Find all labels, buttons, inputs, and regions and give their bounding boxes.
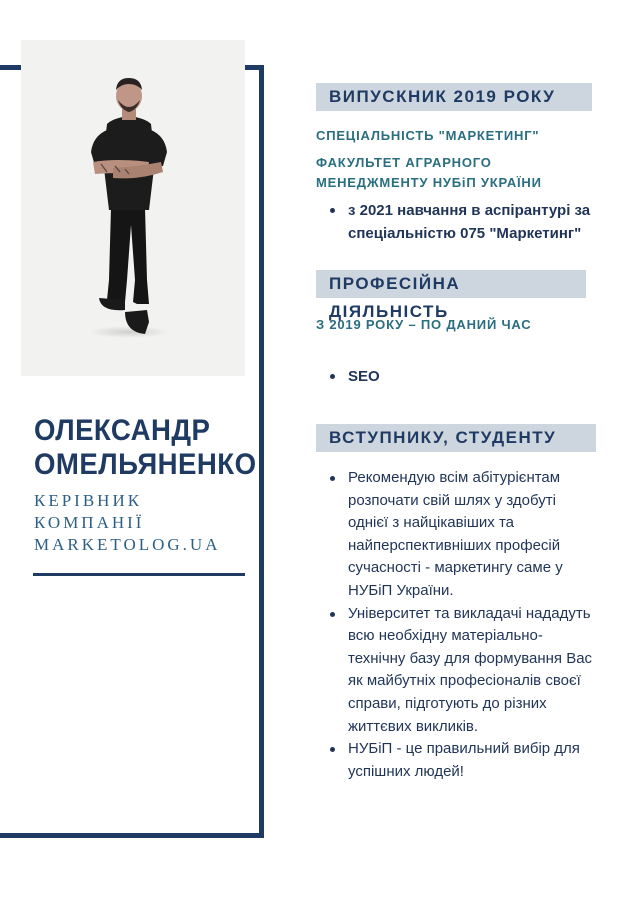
list-item: з 2021 навчання в аспірантурі за спеціальністю 075 "Маркетинг"	[326, 199, 601, 245]
applicants-heading: ВСТУПНИКУ, СТУДЕНТУ	[316, 424, 596, 452]
list-item: НУБіП - це правильний вибір для успішних людей!	[326, 738, 594, 783]
faculty-line-1: ФАКУЛЬТЕТ АГРАРНОГО	[316, 155, 492, 170]
graduate-specialty: СПЕЦІАЛЬНІСТЬ "МАРКЕТИНГ"	[316, 128, 540, 143]
faculty-line-2: МЕНЕДЖМЕНТУ НУБіП УКРАЇНИ	[316, 175, 542, 190]
list-item: Університет та викладачі нададуть всю необхідну матеріально-технічну базу для формування Вас як майбутніх професіоналів своєї справи, підготують до різних життєвих викликів.	[326, 603, 594, 739]
graduate-heading: ВИПУСКНИК 2019 РОКУ	[316, 83, 592, 111]
applicants-list	[326, 467, 594, 783]
profile-photo	[21, 40, 245, 376]
graduate-list	[326, 199, 601, 245]
professional-heading: ПРОФЕСІЙНА ДІЯЛЬНІСТЬ	[316, 270, 586, 298]
name-last: ОМЕЛЬЯНЕНКО	[34, 448, 257, 481]
role-line-1: КЕРІВНИК	[34, 491, 143, 510]
person-name	[34, 414, 257, 482]
list-item: Рекомендую всім абітурієнтам розпочати свій шлях у здобуті однієї з найцікавіших та найперспективніших професій сучасності - маркетингу саме у НУБіП України.	[326, 467, 594, 603]
professional-list	[326, 365, 576, 388]
role-line-2: КОМПАНІЇ	[34, 513, 145, 532]
divider-line	[33, 573, 245, 576]
list-item: SEO	[326, 365, 576, 388]
professional-period: З 2019 РОКУ – ПО ДАНИЙ ЧАС	[316, 317, 532, 332]
name-first: ОЛЕКСАНДР	[34, 414, 211, 447]
graduate-faculty	[316, 153, 542, 193]
role-line-3: MARKETOLOG.UA	[34, 535, 221, 554]
person-role	[34, 490, 249, 556]
